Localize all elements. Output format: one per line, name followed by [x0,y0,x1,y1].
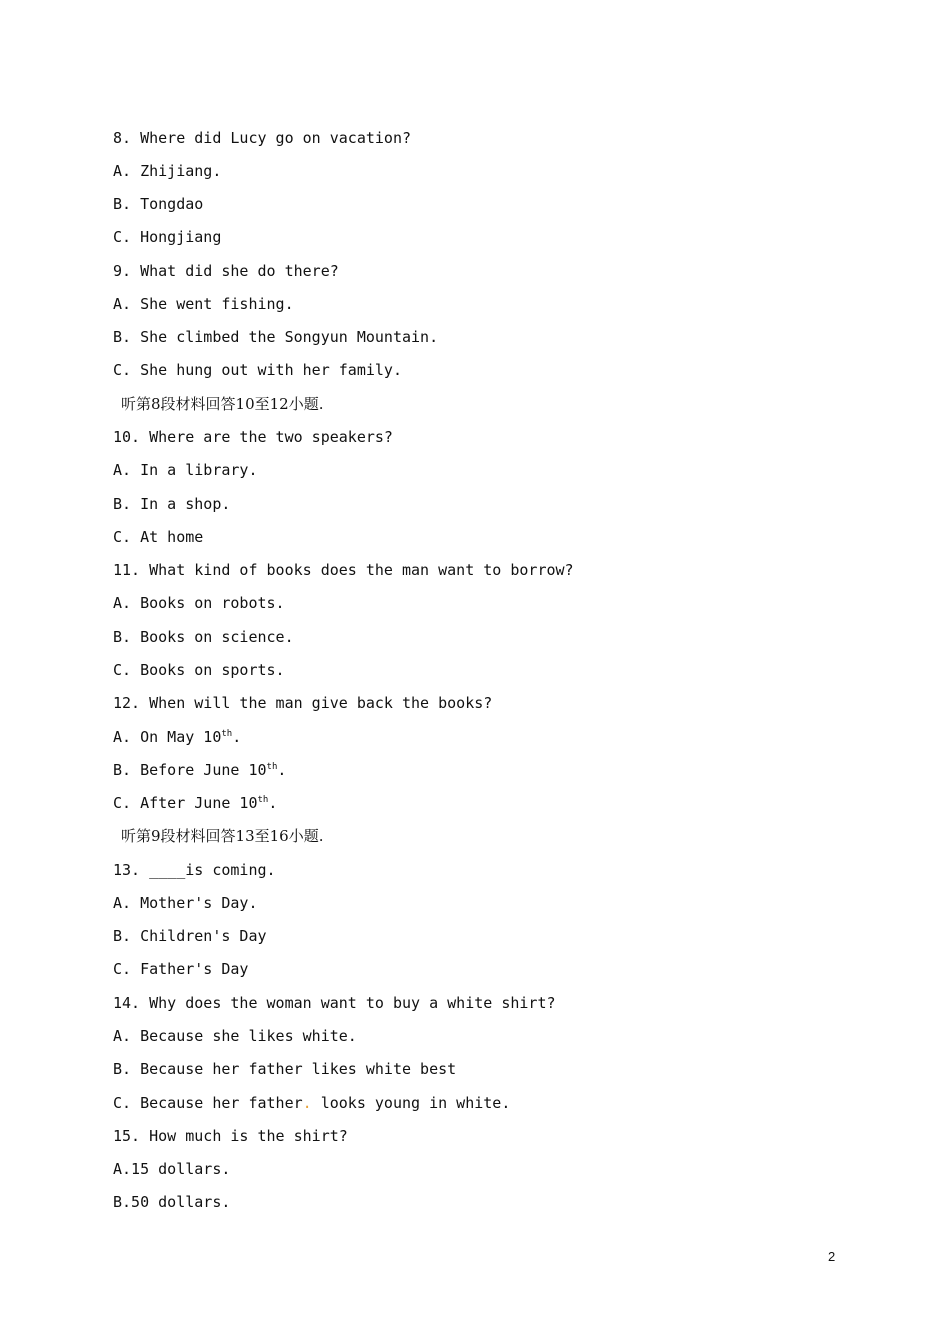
question-13-option-b: B. Children's Day [113,927,267,945]
option-text: C. Because her father [113,1094,303,1112]
ordinal-suffix: th [221,729,233,739]
option-text: C. After June 10 [113,794,258,812]
question-8-stem: 8. Where did Lucy go on vacation? [113,129,412,147]
ordinal-suffix: th [257,795,269,805]
question-10-option-c: C. At home [113,528,204,546]
question-9-option-b: B. She climbed the Songyun Mountain. [113,328,439,346]
question-9-option-c: C. She hung out with her family. [113,361,402,379]
option-text-rest: looks young in white. [311,1094,511,1112]
question-8-option-b: B. Tongdao [113,195,204,213]
section-8-instruction: 听第8段材料回答10至12小题. [121,395,324,413]
option-end: . [268,794,278,812]
question-14-option-b: B. Because her father likes white best [113,1060,457,1078]
question-13-option-a: A. Mother's Day. [113,894,258,912]
page-number: 2 [828,1249,836,1264]
question-8-option-a: A. Zhijiang. [113,162,222,180]
ordinal-suffix: th [266,762,278,772]
question-10-option-a: A. In a library. [113,461,258,479]
option-end: . [277,761,287,779]
question-15-stem: 15. How much is the shirt? [113,1127,348,1145]
question-8-option-c: C. Hongjiang [113,228,222,246]
question-14-option-a: A. Because she likes white. [113,1027,357,1045]
question-12-option-b [113,761,286,779]
question-15-option-a: A.15 dollars. [113,1160,231,1178]
question-12-option-a [113,728,241,746]
option-end: . [232,728,242,746]
question-12-stem: 12. When will the man give back the books? [113,694,493,712]
question-11-option-a: A. Books on robots. [113,594,285,612]
question-13-stem: 13. ____is coming. [113,861,276,879]
question-9-stem: 9. What did she do there? [113,262,339,280]
question-10-stem: 10. Where are the two speakers? [113,428,393,446]
question-12-option-c [113,794,277,812]
question-13-option-c: C. Father's Day [113,960,249,978]
question-9-option-a: A. She went fishing. [113,295,294,313]
option-text: B. Before June 10 [113,761,267,779]
question-15-option-b: B.50 dollars. [113,1193,231,1211]
question-11-stem: 11. What kind of books does the man want to borrow? [113,561,574,579]
option-text: A. On May 10 [113,728,222,746]
section-9-instruction: 听第9段材料回答13至16小题. [121,827,324,845]
stray-mark: . [302,1094,312,1112]
question-14-option-c [113,1094,510,1112]
question-11-option-c: C. Books on sports. [113,661,285,679]
question-11-option-b: B. Books on science. [113,628,294,646]
question-14-stem: 14. Why does the woman want to buy a white shirt? [113,994,556,1012]
question-10-option-b: B. In a shop. [113,495,231,513]
